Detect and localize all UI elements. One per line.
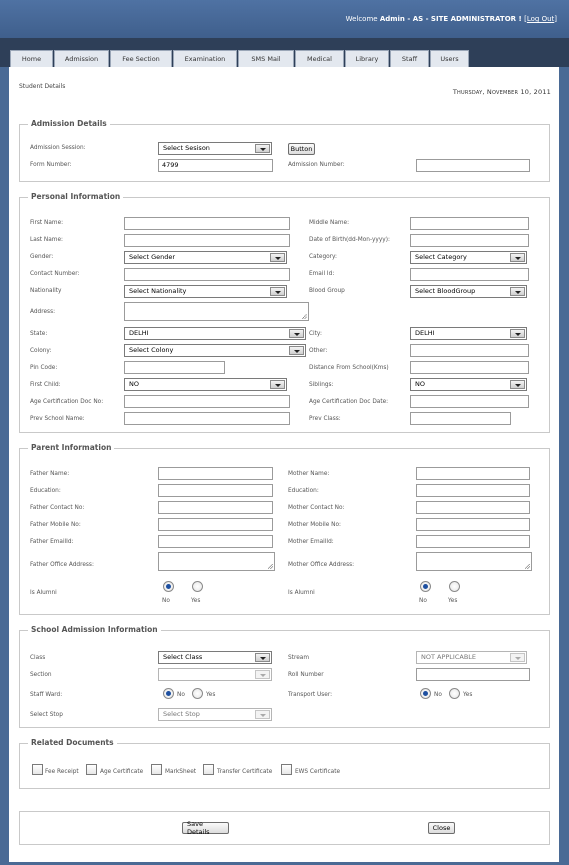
- stream-label: Stream: [288, 655, 309, 661]
- father-education-input[interactable]: [158, 484, 273, 497]
- siblings-label: Siblings:: [309, 382, 334, 388]
- transfer-certificate-label: Transfer Certificate: [217, 769, 273, 775]
- category-select[interactable]: Select Category: [410, 251, 527, 264]
- city-select[interactable]: DELHI: [410, 327, 527, 340]
- tab-staff[interactable]: Staff: [390, 50, 429, 67]
- chevron-down-icon: [255, 653, 270, 662]
- prev-class-input[interactable]: [410, 412, 511, 425]
- chevron-down-icon: [289, 346, 304, 355]
- admission-details-section: [19, 119, 550, 182]
- father-mobile-input[interactable]: [158, 518, 273, 531]
- mother-contact-label: Mother Contact No:: [288, 505, 345, 511]
- tab-examination[interactable]: Examination: [173, 50, 237, 67]
- marksheet-checkbox[interactable]: [151, 764, 162, 775]
- staff-ward-label: Staff Ward:: [30, 692, 63, 698]
- mother-mobile-input[interactable]: [416, 518, 530, 531]
- stop-select[interactable]: Select Stop: [158, 708, 272, 721]
- top-bar: [0, 0, 569, 38]
- mother-education-label: Education:: [288, 488, 319, 494]
- mother-email-input[interactable]: [416, 535, 530, 548]
- mother-alumni-no-radio[interactable]: [420, 581, 431, 592]
- chevron-down-icon: [255, 144, 270, 153]
- ews-certificate-label: EWS Certificate: [295, 769, 341, 775]
- chevron-down-icon: [255, 710, 270, 719]
- section-title: Related Documents: [28, 738, 117, 747]
- chevron-down-icon: [270, 287, 285, 296]
- logout-link[interactable]: Log Out: [526, 15, 555, 23]
- tab-medical[interactable]: Medical: [295, 50, 344, 67]
- last-name-label: Last Name:: [30, 237, 63, 243]
- breadcrumb: Student Details: [19, 83, 66, 90]
- mother-mobile-label: Mother Mobile No:: [288, 522, 341, 528]
- father-contact-label: Father Contact No:: [30, 505, 85, 511]
- select-stop-label: Select Stop: [30, 712, 63, 718]
- gender-label: Gender:: [30, 254, 54, 260]
- class-select[interactable]: Select Class: [158, 651, 272, 664]
- tab-users[interactable]: Users: [430, 50, 469, 67]
- address-textarea[interactable]: [124, 302, 309, 321]
- nationality-select[interactable]: Select Nationality: [124, 285, 287, 298]
- mother-name-label: Mother Name:: [288, 471, 330, 477]
- other-label: Other:: [309, 348, 328, 354]
- prev-school-label: Prev School Name:: [30, 416, 85, 422]
- chevron-down-icon: [289, 329, 304, 338]
- school-admission-section: [19, 625, 550, 728]
- father-alumni-yes-radio[interactable]: [192, 581, 203, 592]
- mother-alumni-no-label: No: [419, 598, 427, 604]
- category-label: Category:: [309, 254, 338, 260]
- class-label: Class: [30, 655, 46, 661]
- staff-ward-yes-label: Yes: [206, 692, 216, 698]
- mother-alumni-label: Is Alumni: [288, 590, 315, 596]
- roll-number-input[interactable]: [416, 668, 530, 681]
- email-input[interactable]: [410, 268, 529, 281]
- parent-information-section: [19, 443, 550, 615]
- first-name-input[interactable]: [124, 217, 290, 230]
- siblings-select[interactable]: NO: [410, 378, 527, 391]
- admission-number-input[interactable]: [416, 159, 530, 172]
- section-title: Parent Information: [28, 443, 114, 452]
- blood-group-select[interactable]: Select BloodGroup: [410, 285, 527, 298]
- mother-office-textarea[interactable]: [416, 552, 532, 571]
- age-certificate-checkbox[interactable]: [86, 764, 97, 775]
- section-title: School Admission Information: [28, 625, 161, 634]
- age-cert-no-input[interactable]: [124, 395, 290, 408]
- chevron-down-icon: [510, 653, 525, 662]
- transfer-certificate-checkbox[interactable]: [203, 764, 214, 775]
- address-label: Address:: [30, 309, 56, 315]
- tab-admission[interactable]: Admission: [54, 50, 109, 67]
- blood-group-label: Blood Group: [309, 288, 345, 294]
- pin-code-label: Pin Code:: [30, 365, 58, 371]
- age-cert-no-label: Age Certification Doc No:: [30, 399, 104, 405]
- transport-yes-radio[interactable]: [449, 688, 460, 699]
- dob-label: Date of Birth(dd-Mon-yyyy):: [309, 237, 390, 243]
- pin-code-input[interactable]: [124, 361, 225, 374]
- first-child-select[interactable]: NO: [124, 378, 287, 391]
- section-title: Personal Information: [28, 192, 123, 201]
- admission-session-label: Admission Session:: [30, 145, 86, 151]
- father-alumni-no-label: No: [162, 598, 170, 604]
- transport-no-radio[interactable]: [420, 688, 431, 699]
- staff-ward-no-label: No: [177, 692, 185, 698]
- close-button[interactable]: Close: [428, 822, 455, 834]
- chevron-down-icon: [510, 380, 525, 389]
- father-education-label: Education:: [30, 488, 61, 494]
- related-documents-section: [19, 738, 550, 789]
- colony-label: Colony:: [30, 348, 52, 354]
- nationality-label: Nationality: [30, 288, 62, 294]
- state-select[interactable]: DELHI: [124, 327, 306, 340]
- chevron-down-icon: [510, 329, 525, 338]
- chevron-down-icon: [255, 670, 270, 679]
- middle-name-label: Middle Name:: [309, 220, 350, 226]
- father-office-textarea[interactable]: [158, 552, 275, 571]
- current-date: Thursday, November 10, 2011: [452, 88, 551, 96]
- father-contact-input[interactable]: [158, 501, 273, 514]
- chevron-down-icon: [270, 380, 285, 389]
- mother-education-input[interactable]: [416, 484, 530, 497]
- session-button[interactable]: Button: [288, 143, 315, 155]
- age-certificate-label: Age Certificate: [100, 769, 144, 775]
- section-title: Admission Details: [28, 119, 110, 128]
- mother-email-label: Mother EmailId:: [288, 539, 334, 545]
- actions-section: [19, 811, 550, 845]
- contact-number-input[interactable]: [124, 268, 290, 281]
- save-details-button[interactable]: Save Details: [182, 822, 229, 834]
- main-content: [9, 67, 559, 862]
- mother-name-input[interactable]: [416, 467, 530, 480]
- personal-information-section: [19, 192, 550, 433]
- middle-name-input[interactable]: [410, 217, 529, 230]
- form-number-label: Form Number:: [30, 162, 72, 168]
- stream-select[interactable]: NOT APPLICABLE: [416, 651, 527, 664]
- age-cert-date-input[interactable]: [410, 395, 529, 408]
- state-label: State:: [30, 331, 48, 337]
- welcome-message: Welcome Admin - AS - SITE ADMINISTRATOR ! [Log Out]: [345, 15, 557, 23]
- form-number-input[interactable]: 4799: [158, 159, 273, 172]
- dob-input[interactable]: [410, 234, 529, 247]
- transport-yes-label: Yes: [463, 692, 473, 698]
- father-office-label: Father Office Address:: [30, 562, 94, 568]
- tab-library[interactable]: Library: [345, 50, 389, 67]
- main-nav-bar: [0, 38, 569, 67]
- father-alumni-label: Is Alumni: [30, 590, 57, 596]
- main-nav: [10, 50, 470, 67]
- roll-number-label: Roll Number: [288, 672, 324, 678]
- distance-input[interactable]: [410, 361, 529, 374]
- distance-label: Distance From School(Kms): [309, 365, 389, 371]
- section-label: Section: [30, 672, 52, 678]
- mother-contact-input[interactable]: [416, 501, 530, 514]
- father-name-label: Father Name:: [30, 471, 70, 477]
- father-email-label: Father EmailId:: [30, 539, 74, 545]
- mother-alumni-yes-label: Yes: [448, 598, 458, 604]
- tab-home[interactable]: Home: [10, 50, 53, 67]
- fee-receipt-checkbox[interactable]: [32, 764, 43, 775]
- prev-class-label: Prev Class:: [309, 416, 341, 422]
- chevron-down-icon: [270, 253, 285, 262]
- tab-sms-mail[interactable]: SMS Mail: [238, 50, 294, 67]
- mother-office-label: Mother Office Address:: [288, 562, 355, 568]
- first-child-label: First Child:: [30, 382, 61, 388]
- first-name-label: First Name:: [30, 220, 64, 226]
- tab-fee-section[interactable]: Fee Section: [110, 50, 172, 67]
- user-name: Admin - AS - SITE ADMINISTRATOR !: [379, 15, 525, 23]
- transport-no-label: No: [434, 692, 442, 698]
- city-label: City:: [309, 331, 322, 337]
- admission-session-select[interactable]: Select Sesison: [158, 142, 272, 155]
- ews-certificate-checkbox[interactable]: [281, 764, 292, 775]
- father-email-input[interactable]: [158, 535, 273, 548]
- fee-receipt-label: Fee Receipt: [45, 769, 79, 775]
- colony-select[interactable]: Select Colony: [124, 344, 306, 357]
- section-select[interactable]: [158, 668, 272, 681]
- admission-number-label: Admission Number:: [288, 162, 345, 168]
- gender-select[interactable]: Select Gender: [124, 251, 287, 264]
- other-input[interactable]: [410, 344, 529, 357]
- staff-ward-no-radio[interactable]: [163, 688, 174, 699]
- transport-user-label: Transport User:: [288, 692, 333, 698]
- father-name-input[interactable]: [158, 467, 273, 480]
- staff-ward-yes-radio[interactable]: [192, 688, 203, 699]
- mother-alumni-yes-radio[interactable]: [449, 581, 460, 592]
- chevron-down-icon: [510, 253, 525, 262]
- chevron-down-icon: [510, 287, 525, 296]
- prev-school-input[interactable]: [124, 412, 290, 425]
- marksheet-label: MarkSheet: [165, 769, 197, 775]
- age-cert-date-label: Age Certification Doc Date:: [309, 399, 389, 405]
- father-alumni-yes-label: Yes: [191, 598, 201, 604]
- email-label: Email Id:: [309, 271, 335, 277]
- contact-number-label: Contact Number:: [30, 271, 80, 277]
- father-alumni-no-radio[interactable]: [163, 581, 174, 592]
- last-name-input[interactable]: [124, 234, 290, 247]
- father-mobile-label: Father Mobile No:: [30, 522, 81, 528]
